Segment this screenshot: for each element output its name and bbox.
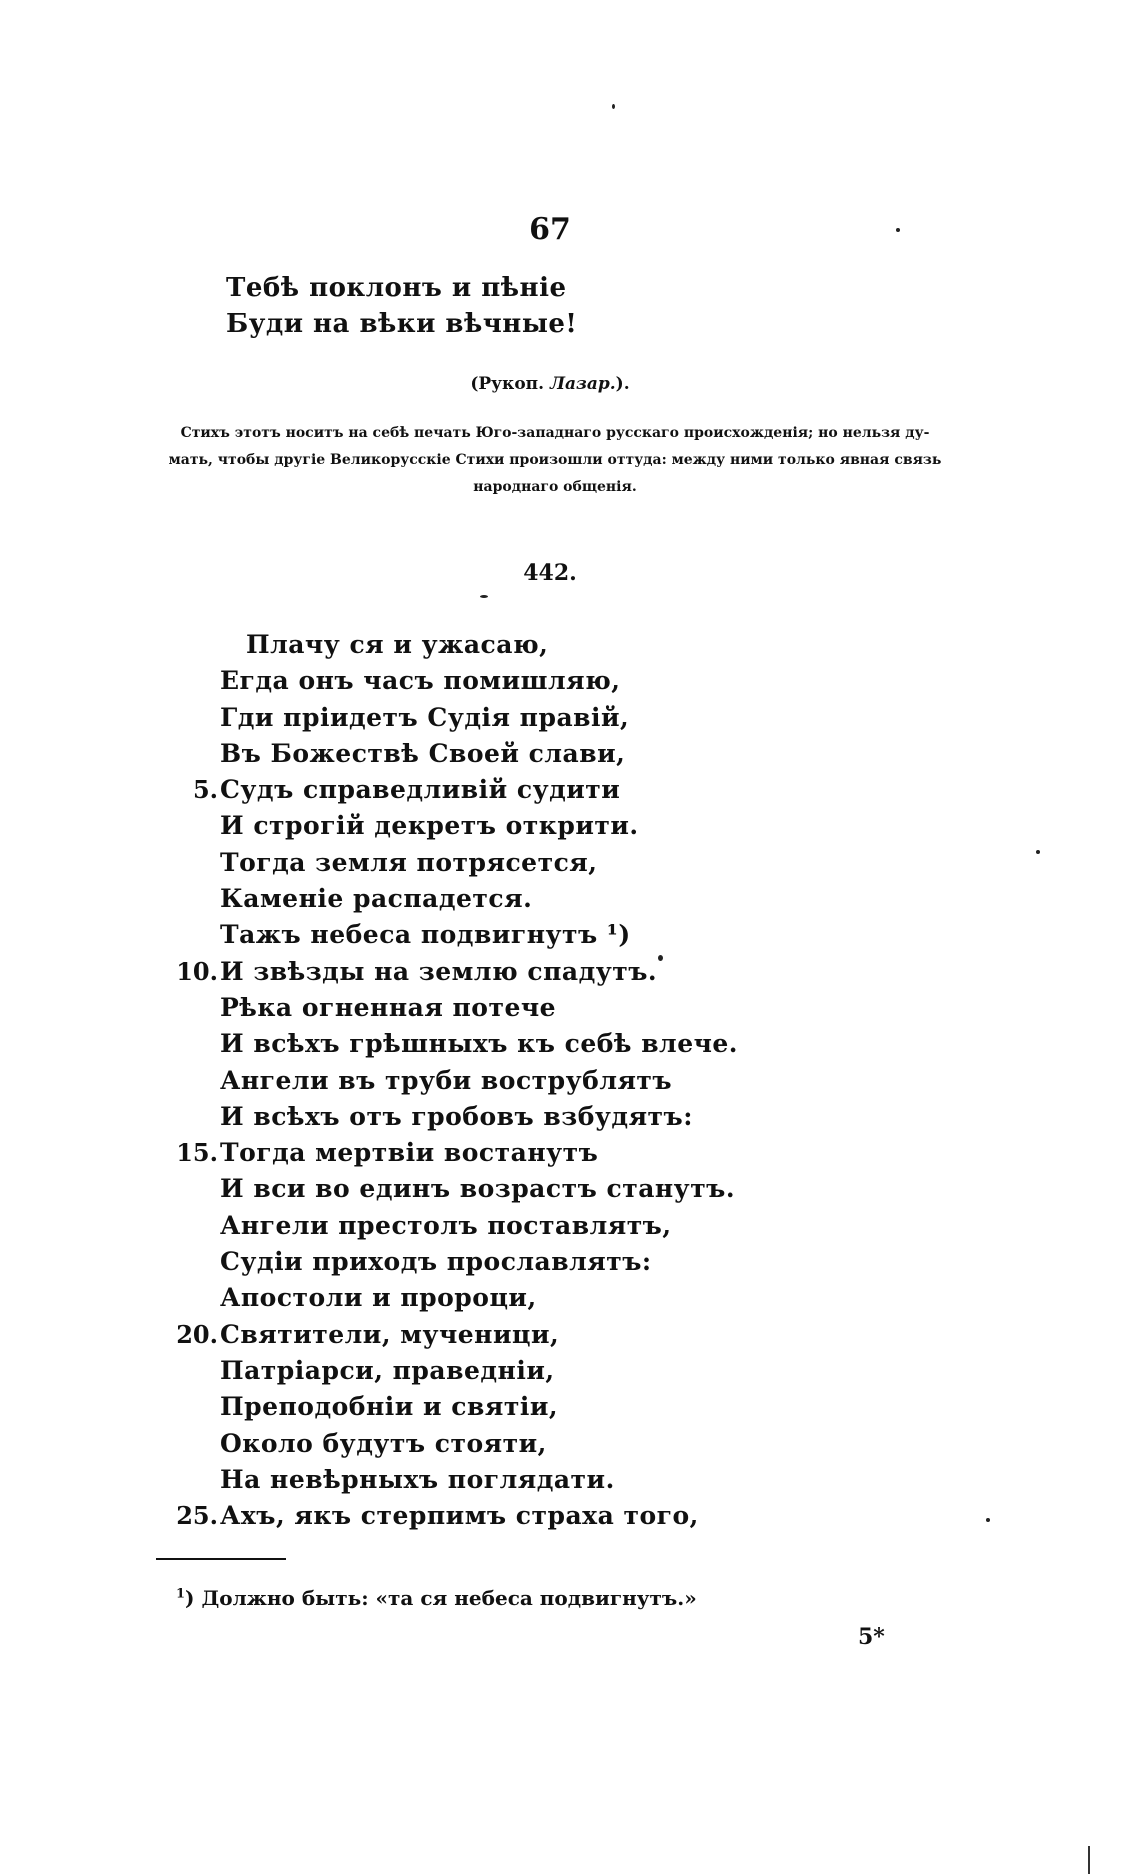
scan-speck (1036, 850, 1040, 854)
footnote-divider (156, 1558, 286, 1560)
footnote-marker: 1 (176, 1586, 186, 1602)
line-number (150, 627, 220, 663)
line-text: И звѣзды на землю спадутъ. (220, 956, 658, 986)
line-text: Тогда мертвіи востанутъ (220, 1138, 599, 1168)
verse-line: Тебѣ поклонъ и пѣніе (226, 273, 567, 303)
line-number: 20. (176, 1319, 218, 1349)
poem-line (150, 1280, 738, 1316)
line-text: Егда онъ часъ помишляю, (220, 666, 621, 696)
line-text: Около будутъ стояти, (220, 1428, 547, 1458)
line-number (150, 736, 220, 772)
line-number (150, 917, 220, 953)
poem-line (150, 1426, 738, 1462)
poem-line (150, 1353, 738, 1389)
line-number (150, 990, 220, 1026)
source-prefix: (Рукоп. (470, 374, 545, 394)
line-number (150, 845, 220, 881)
poem-line (150, 990, 738, 1026)
line-number (150, 663, 220, 699)
poem-line (150, 917, 738, 953)
line-number (150, 1026, 220, 1062)
poem-line (150, 1208, 738, 1244)
line-number (150, 1063, 220, 1099)
poem-number: 442. (523, 560, 577, 586)
line-text: И вси во единъ возрастъ станутъ. (220, 1174, 736, 1204)
scan-speck (896, 228, 900, 232)
line-text: Тогда земля потрясется, (220, 847, 598, 877)
line-number (150, 1099, 220, 1135)
poem-line (150, 808, 738, 844)
line-text: Каменіе распадется. (220, 884, 533, 914)
line-text: Святители, мученици, (220, 1319, 560, 1349)
line-number: 15. (176, 1138, 218, 1168)
line-number: 10. (176, 956, 218, 986)
line-text: Плачу ся и ужасаю, (246, 630, 549, 659)
poem-line (150, 954, 738, 990)
poem-line (150, 1317, 738, 1353)
line-text: Ангели въ труби вострублятъ (220, 1065, 673, 1095)
line-text: Судіи приходъ прославлятъ: (220, 1247, 652, 1277)
editorial-note (155, 420, 955, 501)
poem-body (150, 627, 738, 1534)
line-number (150, 1426, 220, 1462)
poem-line (150, 1026, 738, 1062)
line-number (150, 1353, 220, 1389)
footnote (176, 1586, 697, 1610)
poem-line (150, 1135, 738, 1171)
line-number (150, 1244, 220, 1280)
poem-line (150, 1244, 738, 1280)
line-number (150, 808, 220, 844)
line-text: И всѣхъ отъ гробовъ взбудятъ: (220, 1101, 693, 1131)
footnote-text: ) Должно быть: «та ся небеса подвигнутъ.» (185, 1586, 697, 1610)
verse-line: Буди на вѣки вѣчные! (226, 309, 578, 339)
poem-line (150, 1063, 738, 1099)
scan-speck (658, 955, 663, 961)
poem-line (150, 1498, 738, 1534)
poem-line (150, 736, 738, 772)
top-verse (226, 270, 577, 342)
poem-line (150, 845, 738, 881)
scan-speck (986, 1518, 990, 1522)
signature-mark: 5* (858, 1624, 885, 1650)
note-line: Стихъ этотъ носитъ на себѣ печать Юго-западнаго русскаго происхожденія; но нельзя ду- (180, 425, 930, 441)
poem-line (150, 1389, 738, 1425)
poem-line (150, 700, 738, 736)
line-number (150, 1208, 220, 1244)
poem-line (150, 663, 738, 699)
line-text: Судъ справедливій судити (220, 775, 621, 805)
poem-line (150, 1462, 738, 1498)
note-line: народнаго общенія. (473, 479, 637, 495)
line-text: Рѣка огненная потече (220, 992, 557, 1022)
line-text: Тажъ небеса подвигнутъ ¹) (220, 920, 631, 950)
poem-line (150, 627, 738, 663)
source-suffix: ). (615, 374, 630, 394)
line-text: Ангели престолъ поставлятъ, (220, 1210, 672, 1240)
line-text: Ахъ, якъ стерпимъ страха того, (220, 1501, 699, 1531)
source-name: Лазар. (549, 374, 616, 394)
line-text: Патріарси, праведніи, (220, 1355, 555, 1385)
line-text: Апостоли и пророци, (220, 1283, 537, 1313)
poem-line (150, 1171, 738, 1207)
line-text: Гди пріидетъ Судія правій, (220, 702, 630, 732)
line-number (150, 1280, 220, 1316)
line-text: И всѣхъ грѣшныхъ къ себѣ влече. (220, 1029, 739, 1059)
line-number: 25. (176, 1501, 218, 1531)
line-number (150, 1462, 220, 1498)
source-citation (0, 374, 1100, 394)
line-text: И строгій декретъ открити. (220, 811, 639, 841)
poem-line (150, 1099, 738, 1135)
line-text: На невѣрныхъ поглядати. (220, 1464, 615, 1494)
line-text: Въ Божествѣ Своей слави, (220, 738, 626, 768)
poem-line (150, 881, 738, 917)
poem-line (150, 772, 738, 808)
page-number: 67 (529, 212, 571, 247)
scan-corner-mark (1088, 1846, 1140, 1874)
line-number (150, 881, 220, 917)
line-number (150, 1171, 220, 1207)
note-line: мать, чтобы другіе Великорусскіе Стихи произошли оттуда: между ними только явная связь (168, 452, 942, 468)
line-text: Преподобніи и святіи, (220, 1392, 559, 1422)
line-number (150, 1389, 220, 1425)
scan-speck (612, 104, 615, 109)
line-number: 5. (192, 775, 218, 805)
line-number (150, 700, 220, 736)
scan-speck (480, 595, 488, 598)
